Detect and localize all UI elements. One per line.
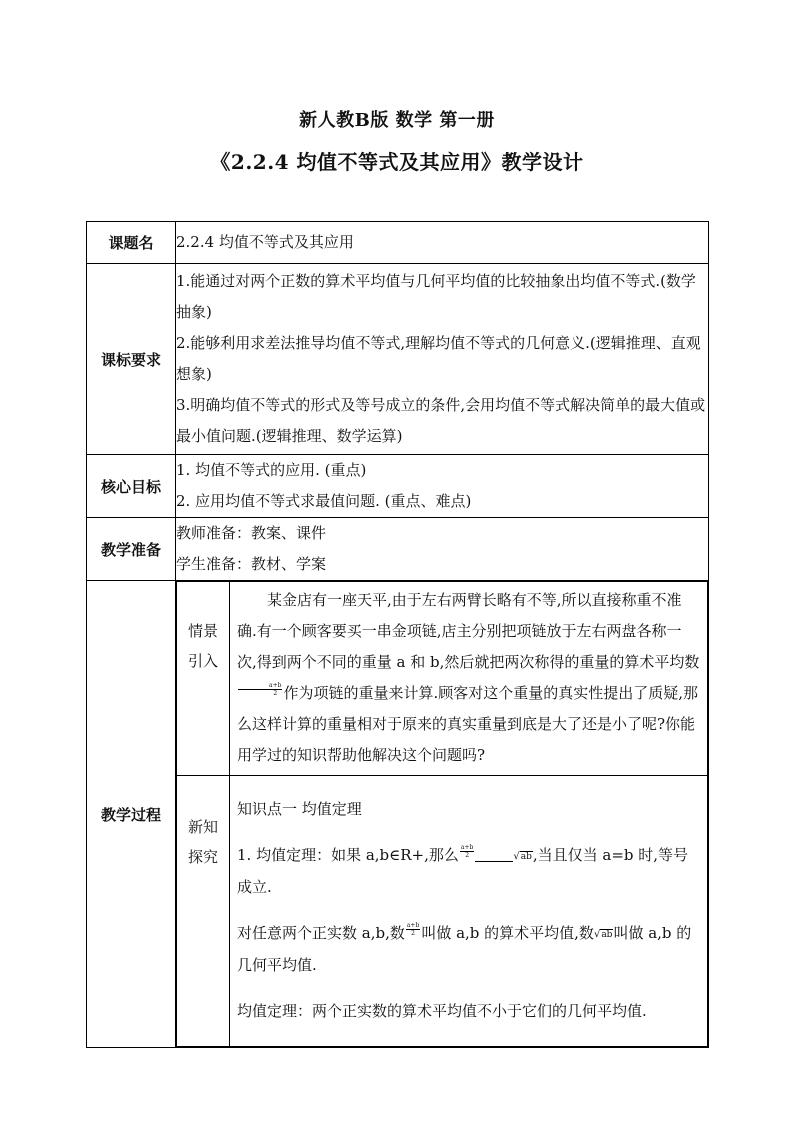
fraction: $\frac{a+b}{2}$	[406, 922, 420, 937]
theorem-summary: 均值定理：两个正实数的算术平均值不小于它们的几何平均值.	[237, 1002, 647, 1020]
knowledge-heading: 知识点一 均值定理	[237, 800, 362, 818]
standards-content	[176, 264, 709, 455]
document-title: 新人教B版 数学 第一册	[299, 110, 495, 131]
core-item: 2. 应用均值不等式求最值问题. (重点、难点)	[176, 492, 472, 510]
fraction: $\frac{a+b}{2}$	[460, 844, 474, 859]
new-label: 新知探究	[177, 776, 230, 1047]
core-label: 核心目标	[87, 455, 176, 518]
intro-label: 情景引入	[177, 582, 230, 776]
prep-label: 教学准备	[87, 518, 176, 581]
core-row	[87, 455, 709, 518]
process-content	[176, 581, 709, 1048]
standards-row	[87, 264, 709, 455]
intro-text: 某金店有一座天平,由于左右两臂长略有不等,所以直接称重不准确.有一个顾客要买一串金项链,店主分别把项链放于左右两盘各称一次,得到两个不同的重量 a 和 b,然后就把两次称得的重量的算术平均数 $\frac{a+b}{2}$ 作为项链的重量来计算.顾客对这个重量的真实性提出了质疑,那么这样计算的重量相对于原来的真实重量到底是大了还是小了呢?你能用学过的知识帮助他解决这个问题吗?	[230, 582, 708, 776]
definition-statement: 对任意两个正实数 a,b,数 $\frac{a+b}{2}$ 叫做 a,b 的算术平均值,数√ab叫做 a,b 的几何平均值.	[237, 918, 700, 981]
topic-value: 2.2.4 均值不等式及其应用	[176, 222, 709, 264]
prep-content	[176, 518, 709, 581]
prep-row	[87, 518, 709, 581]
answer-blank	[475, 845, 513, 862]
topic-label: 课题名	[87, 222, 176, 264]
standards-label: 课标要求	[87, 264, 176, 455]
topic-row	[87, 222, 709, 264]
core-content	[176, 455, 709, 518]
new-knowledge-row	[177, 776, 708, 1047]
process-subtable	[176, 581, 708, 1047]
standard-item: 1.能通过对两个正数的算术平均值与几何平均值的比较抽象出均值不等式.(数学抽象)	[176, 272, 696, 321]
sqrt-expression: √ab	[593, 929, 613, 940]
process-row	[87, 581, 709, 1048]
theorem-statement: 1. 均值定理：如果 a,b∈R+,那么 $\frac{a+b}{2}$ √ab,当且仅当 a=b 时,等号成立.	[237, 840, 700, 903]
fraction: $\frac{a+b}{2}$	[238, 682, 282, 697]
standard-item: 2.能够利用求差法推导均值不等式,理解均值不等式的几何意义.(逻辑推理、直观想象)	[176, 334, 701, 383]
process-label: 教学过程	[87, 581, 176, 1048]
prep-item: 教师准备：教案、课件	[176, 524, 327, 542]
lesson-plan-table	[86, 221, 709, 1048]
core-item: 1. 均值不等式的应用. (重点)	[176, 461, 367, 479]
document-subtitle: 《2.2.4 均值不等式及其应用》教学设计	[210, 150, 584, 174]
prep-item: 学生准备：教材、学案	[176, 555, 327, 573]
sqrt-expression: √ab	[513, 851, 532, 862]
standard-item: 3.明确均值不等式的形式及等号成立的条件,会用均值不等式解决简单的最大值或最小值问题.(逻辑推理、数学运算)	[176, 396, 706, 445]
intro-row	[177, 582, 708, 776]
new-text	[230, 776, 708, 1047]
